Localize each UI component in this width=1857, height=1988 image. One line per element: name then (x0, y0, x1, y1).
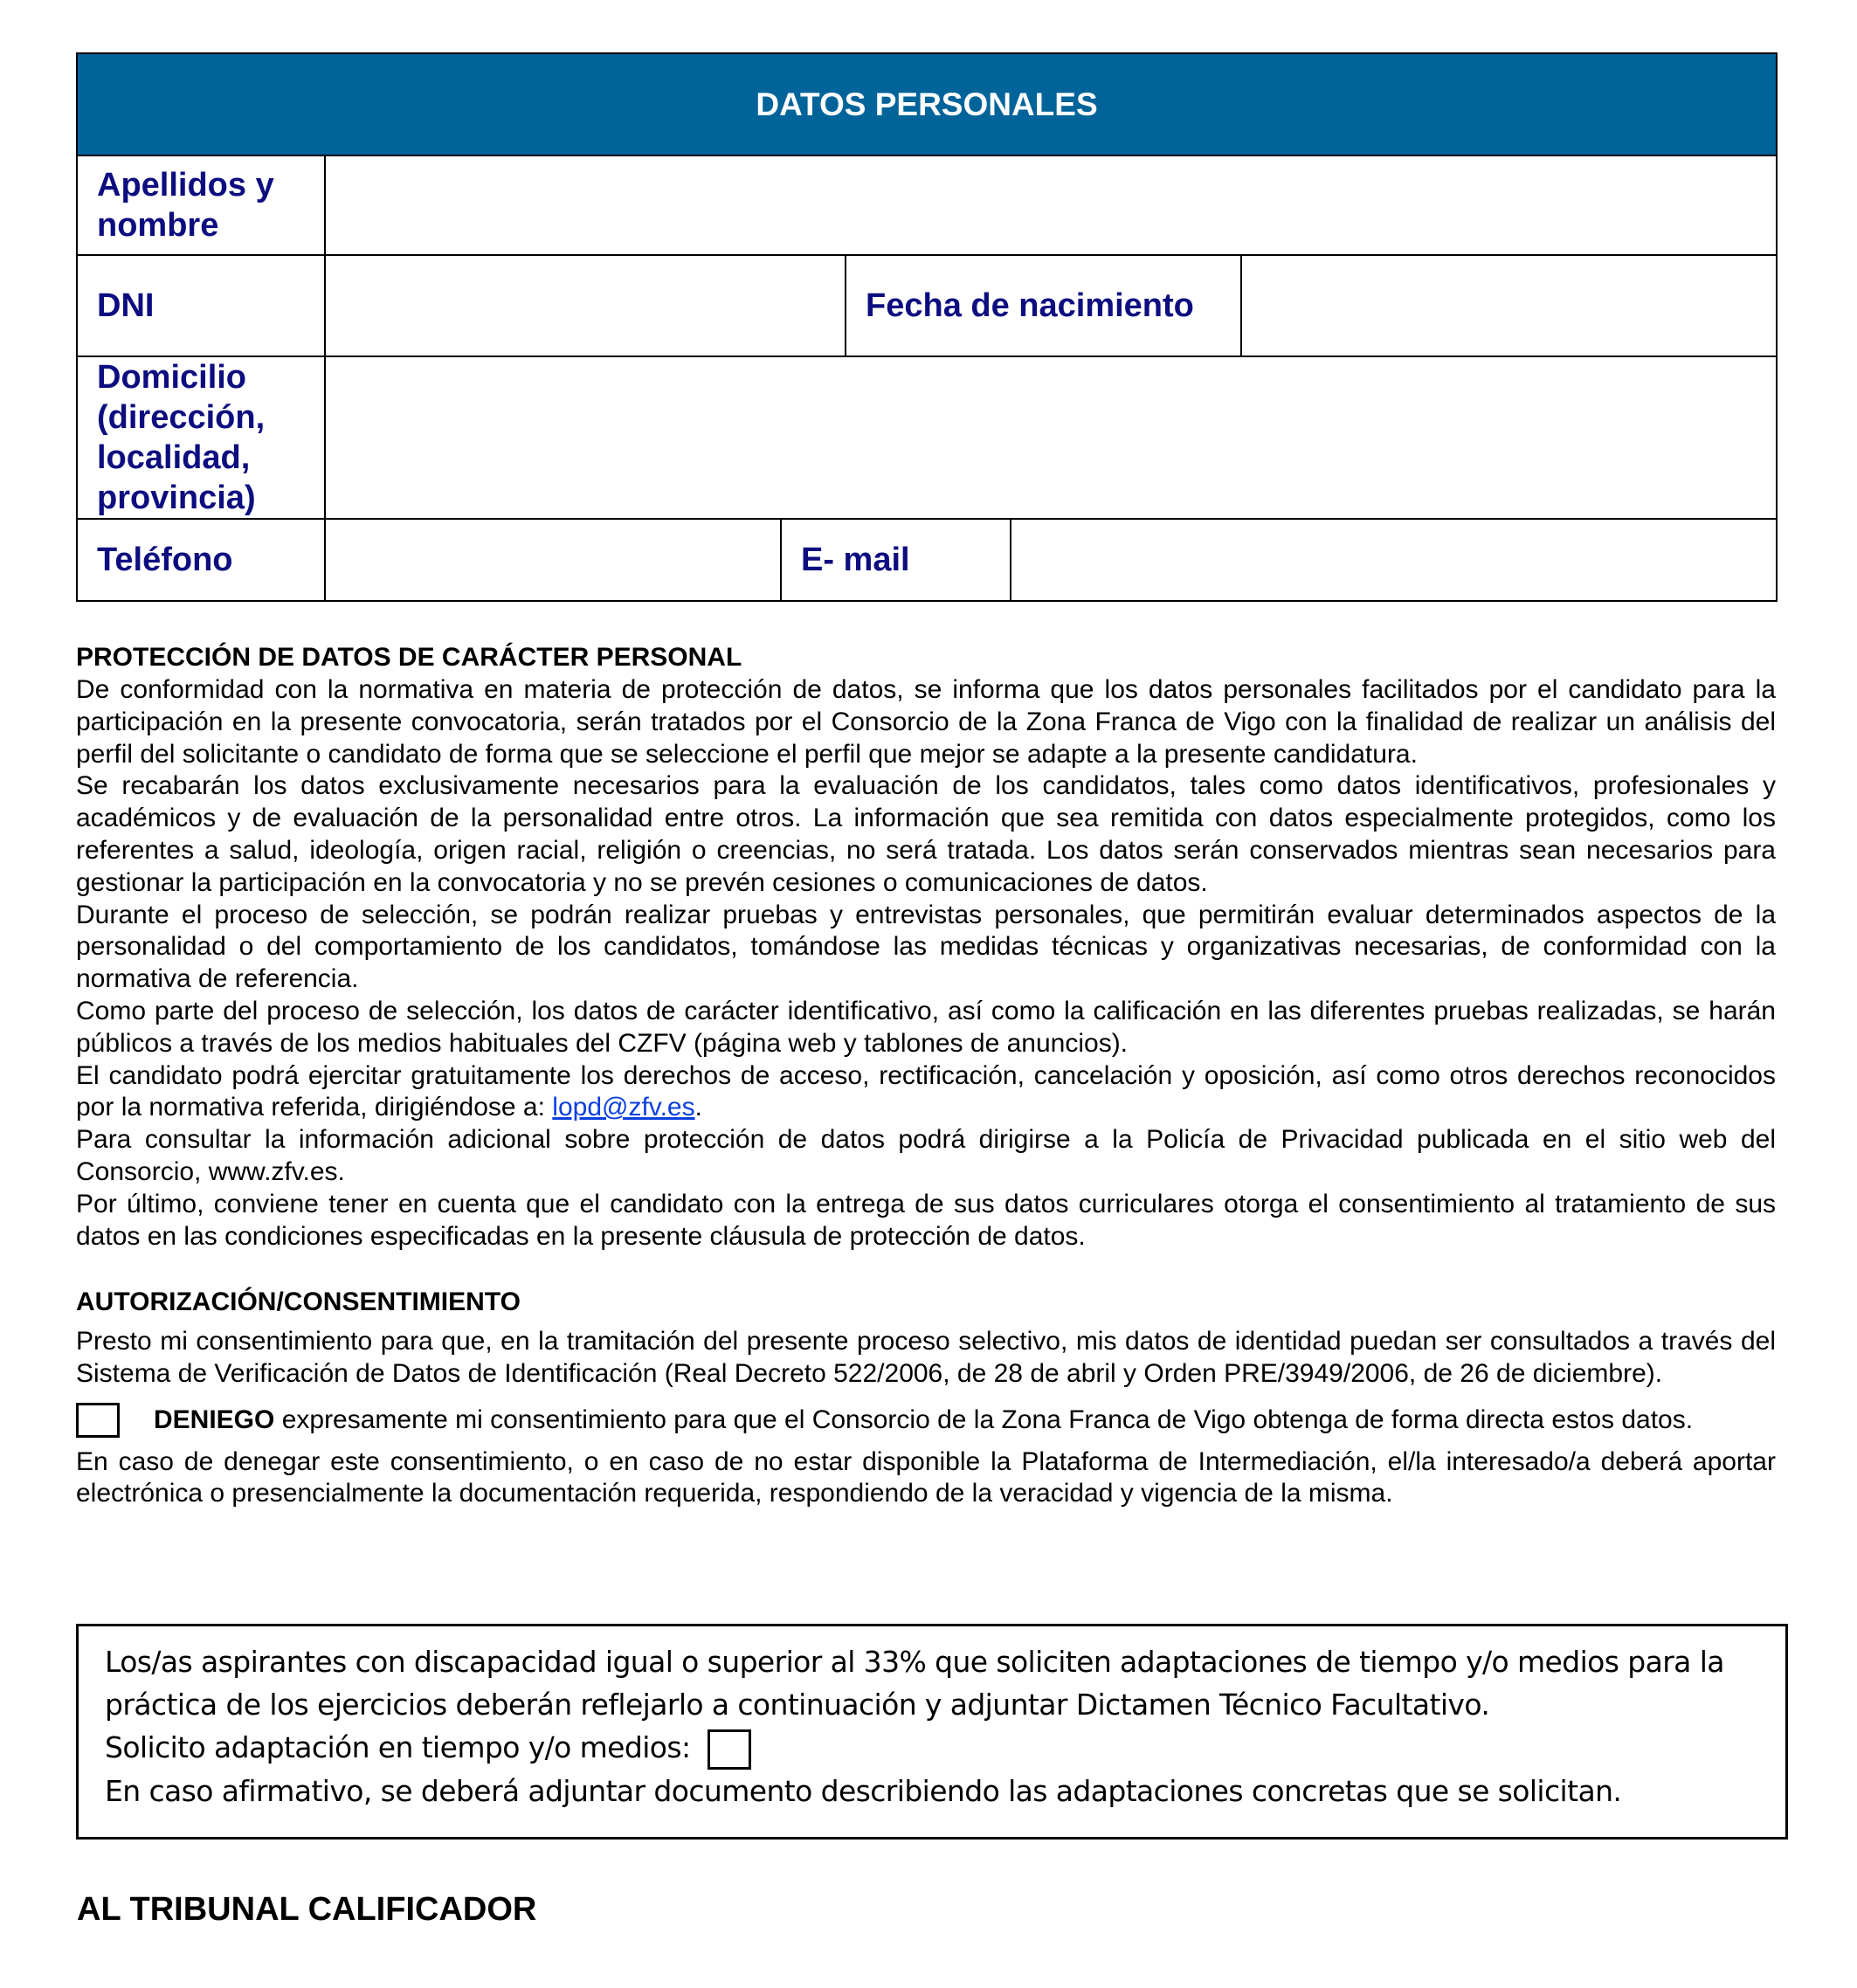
deny-consent-description: expresamente mi consentimiento para que el Consorcio de la Zona Franca de Vigo obtenga de forma directa estos datos. (274, 1405, 1694, 1434)
consent-section (76, 1286, 1776, 1510)
name-label: Apellidos y nombre (77, 155, 325, 255)
phone-field[interactable] (325, 519, 781, 601)
phone-label: Teléfono (77, 519, 325, 601)
rights-text: El candidato podrá ejercitar gratuitamente los derechos de acceso, rectificación, cancelación y oposición, así como otros derechos reconocidos por la normativa referida, dirigiéndose a: (76, 1060, 1776, 1122)
name-row (77, 155, 1777, 255)
address-field[interactable] (325, 356, 1777, 519)
disability-line-4: En caso afirmativo, se deberá adjuntar documento describiendo las adaptaciones concretas que se solicitan. (105, 1773, 1622, 1808)
data-protection-paragraph-5 (76, 1060, 1776, 1125)
deny-bold-label: DENIEGO (154, 1405, 275, 1434)
personal-data-header: DATOS PERSONALES (77, 53, 1777, 155)
consent-paragraph-1: Presto mi consentimiento para que, en la tramitación del presente proceso selectivo, mis datos de identidad puedan ser consultados a través del Sistema de Verificación de Datos de Identificación (Real Decreto 522/2006, de 28 de abril y Orden PRE/3949/2006, de 26 de diciembre). (76, 1327, 1776, 1388)
consent-paragraph-2: En caso de denegar este consentimiento, o en caso de no estar disponible la Plataforma de Intermediación, el/la interesado/a deberá aportar electrónica o presencialmente la documentación requerida, respondiendo de la veracidad y vigencia de la misma. (76, 1446, 1776, 1508)
dni-label: DNI (77, 255, 325, 356)
data-protection-paragraph-3: Durante el proceso de selección, se podrán realizar pruebas y entrevistas personales, que permitirán evaluar determinados aspectos de la personalidad o del comportamiento de los candidatos, tomándose las medidas técnicas y organizativas necesarias, de conformidad con la normativa de referencia. (76, 900, 1776, 994)
birthdate-label: Fecha de nacimiento (846, 255, 1241, 356)
email-field[interactable] (1011, 519, 1777, 601)
disability-notice-box (76, 1624, 1788, 1840)
disability-line-2: práctica de los ejercicios deberán reflejarlo a continuación y adjuntar Dictamen Técnico Facultativo. (105, 1688, 1490, 1722)
name-field[interactable] (325, 155, 1777, 255)
deny-consent-text (154, 1405, 1693, 1436)
consent-title: AUTORIZACIÓN/CONSENTIMIENTO (76, 1287, 521, 1316)
email-label: E- mail (781, 519, 1011, 601)
deny-consent-checkbox[interactable] (76, 1403, 120, 1438)
data-protection-paragraph-6: Para consultar la información adicional sobre protección de datos podrá dirigirse a la Policía de Privacidad publicada en el sitio web del Consorcio, www.zfv.es. (76, 1125, 1776, 1186)
dni-row (77, 255, 1777, 356)
lopd-email-link[interactable]: lopd@zfv.es (552, 1093, 695, 1122)
personal-data-header-row (77, 53, 1777, 155)
data-protection-paragraph-1: De conformidad con la normativa en materia de protección de datos, se informa que los datos personales facilitados por el candidato para la participación en la presente convocatoria, serán tratados por el Consorcio de la Zona Franca de Vigo con la finalidad de realizar un análisis del perfil del solicitante o candidato de forma que se seleccione el perfil que mejor se adapte a la presente candidatura. (76, 675, 1776, 769)
personal-data-table (76, 52, 1778, 602)
tribunal-heading: AL TRIBUNAL CALIFICADOR (77, 1891, 537, 1928)
dni-field[interactable] (325, 255, 846, 356)
data-protection-section (76, 641, 1776, 1253)
adaptation-request-label: Solicito adaptación en tiempo y/o medios: (105, 1730, 691, 1764)
data-protection-paragraph-7: Por último, conviene tener en cuenta que el candidato con la entrega de sus datos curriculares otorga el consentimiento al tratamiento de sus datos en las condiciones especificadas en la presente cláusula de protección de datos. (76, 1189, 1776, 1251)
address-row (77, 356, 1777, 519)
adaptation-request-checkbox[interactable] (708, 1729, 751, 1770)
rights-text-end: . (694, 1093, 702, 1122)
data-protection-title: PROTECCIÓN DE DATOS DE CARÁCTER PERSONAL (76, 643, 742, 672)
adaptation-request-row (105, 1726, 1759, 1770)
address-label: Domicilio (dirección, localidad, provincia) (77, 356, 325, 519)
birthdate-field[interactable] (1241, 255, 1777, 356)
deny-consent-row (76, 1399, 1776, 1446)
contact-row (77, 519, 1777, 601)
data-protection-paragraph-2: Se recabarán los datos exclusivamente necesarios para la evaluación de los candidatos, tales como datos identificativos, profesionales y académicos y de evaluación de la personalidad entre otros. La información que sea remitida con datos especialmente protegidos, como los referentes a salud, ideología, origen racial, religión o creencias, no será tratada. Los datos serán conservados mientras sean necesarios para gestionar la participación en la convocatoria y no se prevén cesiones o comunicaciones de datos. (76, 771, 1776, 897)
disability-line-1: Los/as aspirantes con discapacidad igual o superior al 33% que soliciten adaptaciones de tiempo y/o medios para la (105, 1645, 1724, 1679)
data-protection-paragraph-4: Como parte del proceso de selección, los datos de carácter identificativo, así como la calificación en las diferentes pruebas realizadas, se harán públicos a través de los medios habituales del CZFV (página web y tablones de anuncios). (76, 996, 1776, 1058)
